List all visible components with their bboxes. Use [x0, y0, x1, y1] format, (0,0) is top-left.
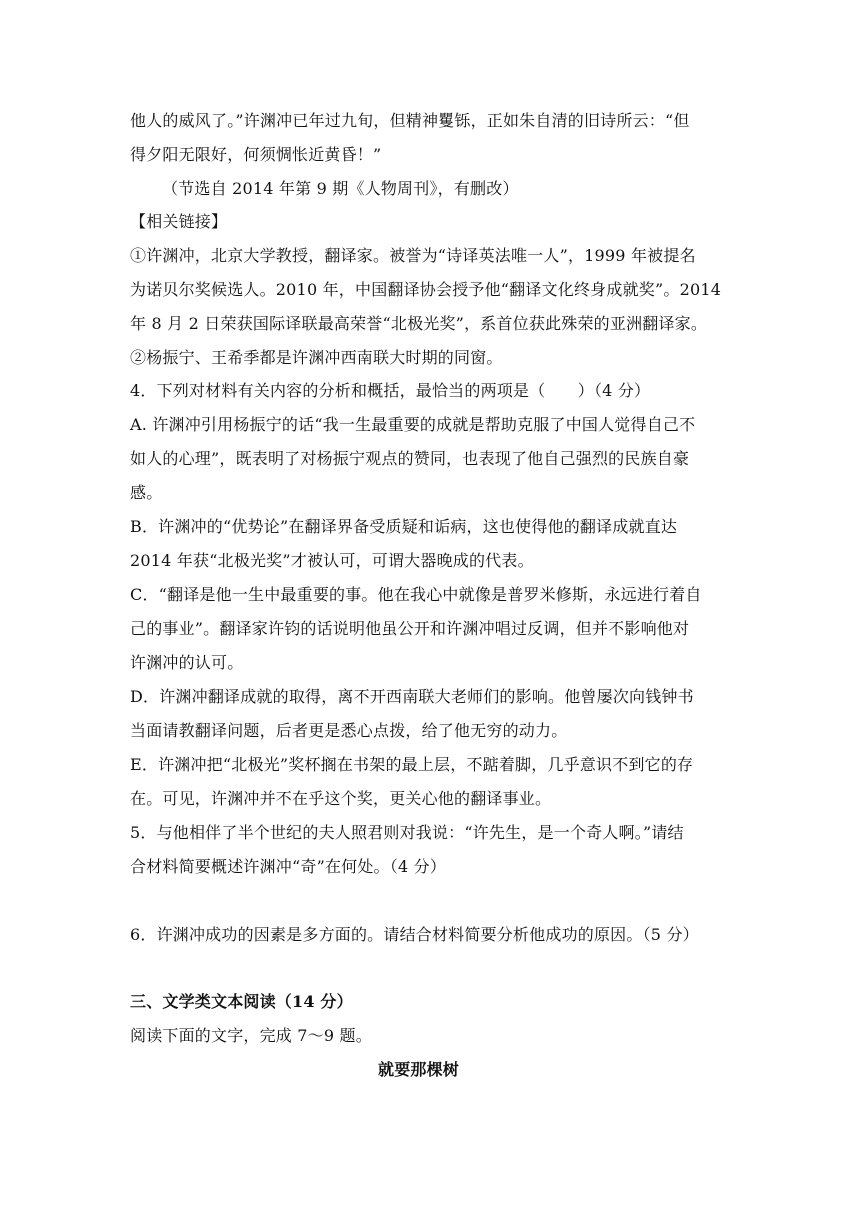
option-c: 许渊冲的认可。 — [130, 653, 244, 672]
option-a: 如人的心理”，既表明了对杨振宁观点的赞同，也表现了他自己强烈的民族自豪 — [130, 449, 690, 468]
option-b: B．许渊冲的“优势论”在翻译界备受质疑和诟病，这也使得他的翻译成就直达 — [130, 517, 678, 536]
question-6: 6．许渊冲成功的因素是多方面的。请结合材料简要分析他成功的原因。（5 分） — [130, 925, 699, 944]
option-d: 当面请教翻译问题，后者更是悉心点拨，给了他无穷的动力。 — [130, 721, 568, 740]
option-b: 2014 年获“北极光奖”才被认可，可谓大器晚成的代表。 — [130, 551, 534, 570]
question-5: 5．与他相伴了半个世纪的夫人照君则对我说：“许先生，是一个奇人啊。”请结 — [130, 823, 684, 842]
passage-line: 他人的威风了。”许渊冲已年过九旬，但精神矍铄，正如朱自清的旧诗所云：“但 — [130, 111, 690, 130]
passage-source: （节选自 2014 年第 9 期《人物周刊》，有删改） — [162, 179, 519, 198]
story-title: 就要那棵树 — [378, 1060, 460, 1079]
question-5: 合材料简要概述许渊冲“奇”在何处。（4 分） — [130, 857, 447, 876]
question-4-stem: 4．下列对材料有关内容的分析和概括，最恰当的两项是（ ）（4 分） — [130, 381, 651, 400]
related-link-line: 年 8 月 2 日荣获国际译联最高荣誉“北极光奖”，系首位获此殊荣的亚洲翻译家。 — [130, 314, 708, 333]
related-link-line: 为诺贝尔奖候选人。2010 年，中国翻译协会授予他“翻译文化终身成就奖”。2014 — [130, 280, 722, 299]
option-c: C．“翻译是他一生中最重要的事。他在我心中就像是普罗米修斯，永远进行着自 — [130, 585, 702, 604]
option-a: A. 许渊冲引用杨振宁的话“我一生最重要的成就是帮助克服了中国人觉得自己不 — [130, 415, 696, 434]
option-c: 己的事业”。翻译家许钧的话说明他虽公开和许渊冲唱过反调，但并不影响他对 — [130, 619, 690, 638]
related-links-heading: 【相关链接】 — [130, 212, 228, 231]
option-d: D．许渊冲翻译成就的取得，离不开西南联大老师们的影响。他曾屡次向钱钟书 — [130, 687, 694, 706]
passage-line: 得夕阳无限好，何须惆怅近黄昏！” — [130, 145, 382, 164]
related-link-line: ②杨振宁、王希季都是许渊冲西南联大时期的同窗。 — [130, 348, 503, 367]
option-e: E．许渊冲把“北极光”奖杯搁在书架的最上层，不踮着脚，几乎意识不到它的存 — [130, 755, 694, 774]
section-3-instruction: 阅读下面的文字，完成 7～9 题。 — [130, 1026, 372, 1045]
section-3-heading: 三、文学类文本阅读（14 分） — [130, 992, 353, 1011]
option-e: 在。可见，许渊冲并不在乎这个奖，更关心他的翻译事业。 — [130, 789, 552, 808]
related-link-line: ①许渊冲，北京大学教授，翻译家。被誉为“诗译英法唯一人”，1999 年被提名 — [130, 246, 696, 265]
option-a: 感。 — [130, 483, 163, 502]
